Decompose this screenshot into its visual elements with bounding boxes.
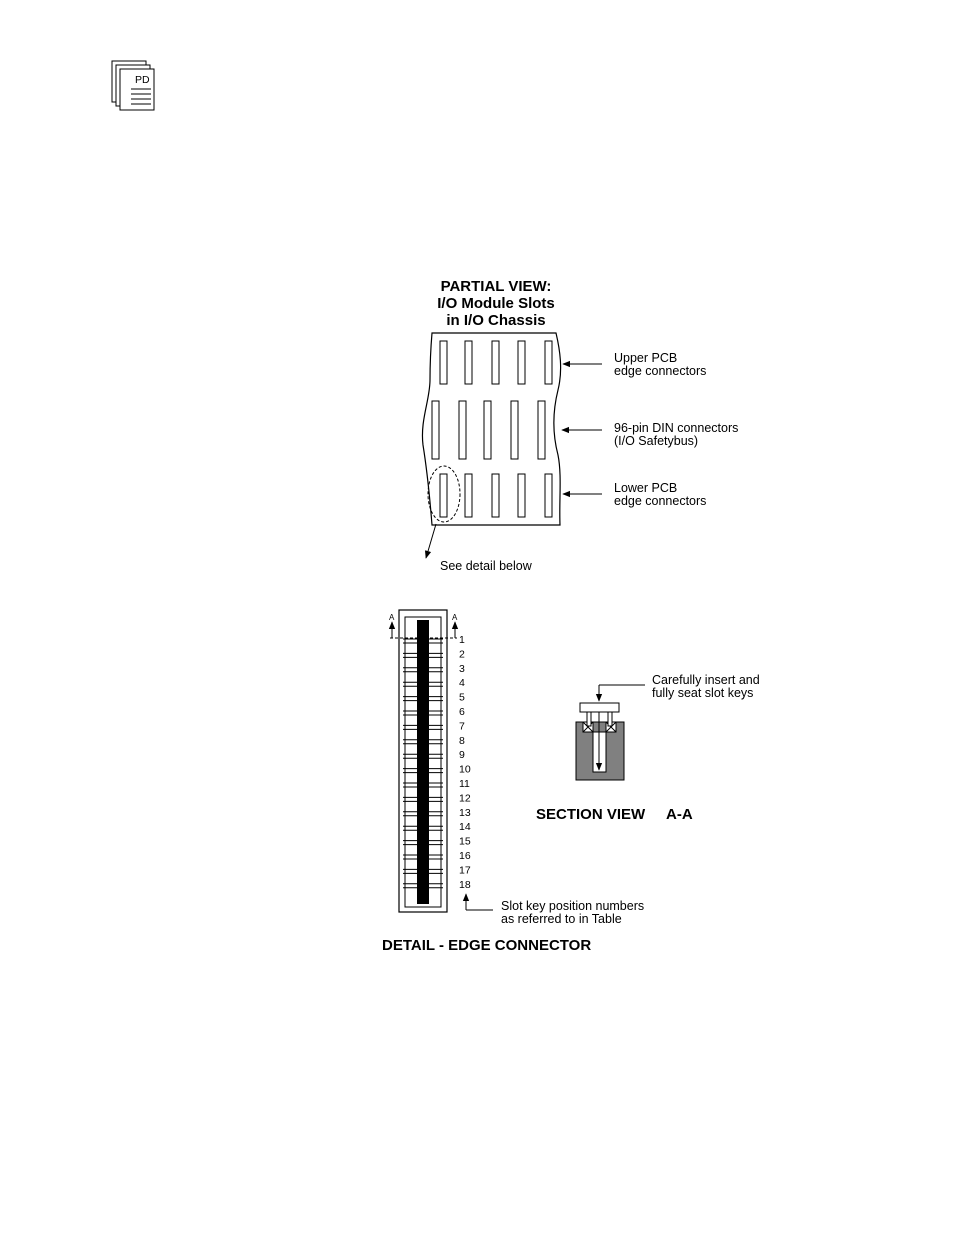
partial-view-title-line-1: PARTIAL VIEW: bbox=[440, 278, 552, 295]
edge-connector-caption: DETAIL - EDGE CONNECTOR bbox=[382, 937, 592, 954]
din-connector-slot bbox=[459, 401, 466, 459]
slot-key-position-number: 4 bbox=[459, 677, 465, 690]
lower-pcb-slot bbox=[518, 474, 525, 517]
see-detail-arrow bbox=[426, 524, 436, 558]
insert-callout-label-1: Carefully insert and bbox=[652, 673, 760, 687]
slot-key-head bbox=[580, 703, 619, 712]
slot-key-position-number: 8 bbox=[459, 734, 465, 747]
edge-connector-key-strip bbox=[417, 620, 429, 904]
lower-pcb-label-2: edge connectors bbox=[614, 494, 707, 508]
slot-key-position-number: 6 bbox=[459, 706, 465, 718]
din-connector-slot bbox=[484, 401, 491, 459]
partial-view-title-line-2: I/O Module Slots bbox=[437, 295, 555, 312]
upper-pcb-slot bbox=[492, 341, 499, 384]
slot-key-position-number: 12 bbox=[459, 792, 471, 805]
section-view-drawing bbox=[576, 703, 624, 780]
slot-key-position-number: 9 bbox=[459, 749, 465, 762]
slot-key-position-number: 13 bbox=[459, 806, 471, 819]
section-marker-right: A bbox=[452, 613, 458, 622]
din-connector-label-2: (I/O Safetybus) bbox=[614, 434, 699, 448]
slot-key-position-number: 2 bbox=[459, 648, 465, 661]
lower-pcb-slot bbox=[545, 474, 552, 517]
slot-key-position-number: 1 bbox=[459, 634, 465, 646]
lower-pcb-slot bbox=[492, 474, 499, 517]
slot-key-position-number: 17 bbox=[459, 864, 471, 877]
slot-key-position-number: 10 bbox=[459, 763, 471, 776]
din-connector-slot bbox=[511, 401, 518, 459]
slot-key-position-number: 3 bbox=[459, 662, 465, 675]
see-detail-label: See detail below bbox=[440, 559, 532, 573]
slot-key-position-number: 11 bbox=[459, 778, 470, 790]
din-connector-slot bbox=[432, 401, 439, 459]
upper-pcb-label-1: Upper PCB bbox=[614, 351, 678, 365]
slot-key-position-number: 16 bbox=[459, 850, 471, 862]
lower-pcb-slot bbox=[440, 474, 447, 517]
slot-key-label-1: Slot key position numbers bbox=[501, 899, 645, 913]
pd-document-icon bbox=[112, 61, 154, 110]
slot-key-label-2: as referred to in Table bbox=[501, 912, 622, 926]
lower-pcb-label-1: Lower PCB bbox=[614, 481, 678, 495]
slot-key-right-leg bbox=[608, 712, 612, 726]
slot-rows bbox=[432, 341, 552, 517]
slot-key-position-number: 15 bbox=[459, 835, 471, 848]
logo-text: PD bbox=[135, 74, 150, 86]
upper-pcb-label-2: edge connectors bbox=[614, 364, 707, 378]
upper-pcb-slot bbox=[465, 341, 472, 384]
edge-connector-detail bbox=[389, 610, 458, 912]
section-view-ref: A-A bbox=[666, 806, 693, 823]
upper-pcb-slot bbox=[545, 341, 552, 384]
section-view-caption: SECTION VIEW bbox=[536, 806, 646, 823]
din-connector-slot bbox=[538, 401, 545, 459]
lower-pcb-slot bbox=[465, 474, 472, 517]
upper-pcb-slot bbox=[518, 341, 525, 384]
partial-view-title-line-3: in I/O Chassis bbox=[446, 312, 546, 329]
position-numbers bbox=[459, 634, 471, 891]
slot-key-position-number: 7 bbox=[459, 720, 465, 733]
upper-pcb-slot bbox=[440, 341, 447, 384]
slot-key-position-number: 5 bbox=[459, 691, 465, 704]
slot-key-left-leg bbox=[587, 712, 591, 726]
slot-key-position-number: 18 bbox=[459, 878, 471, 891]
insert-callout-label-2: fully seat slot keys bbox=[652, 686, 754, 700]
din-connector-label-1: 96-pin DIN connectors bbox=[614, 421, 739, 435]
slot-key-position-number: 14 bbox=[459, 821, 471, 834]
section-marker-left: A bbox=[389, 613, 395, 622]
